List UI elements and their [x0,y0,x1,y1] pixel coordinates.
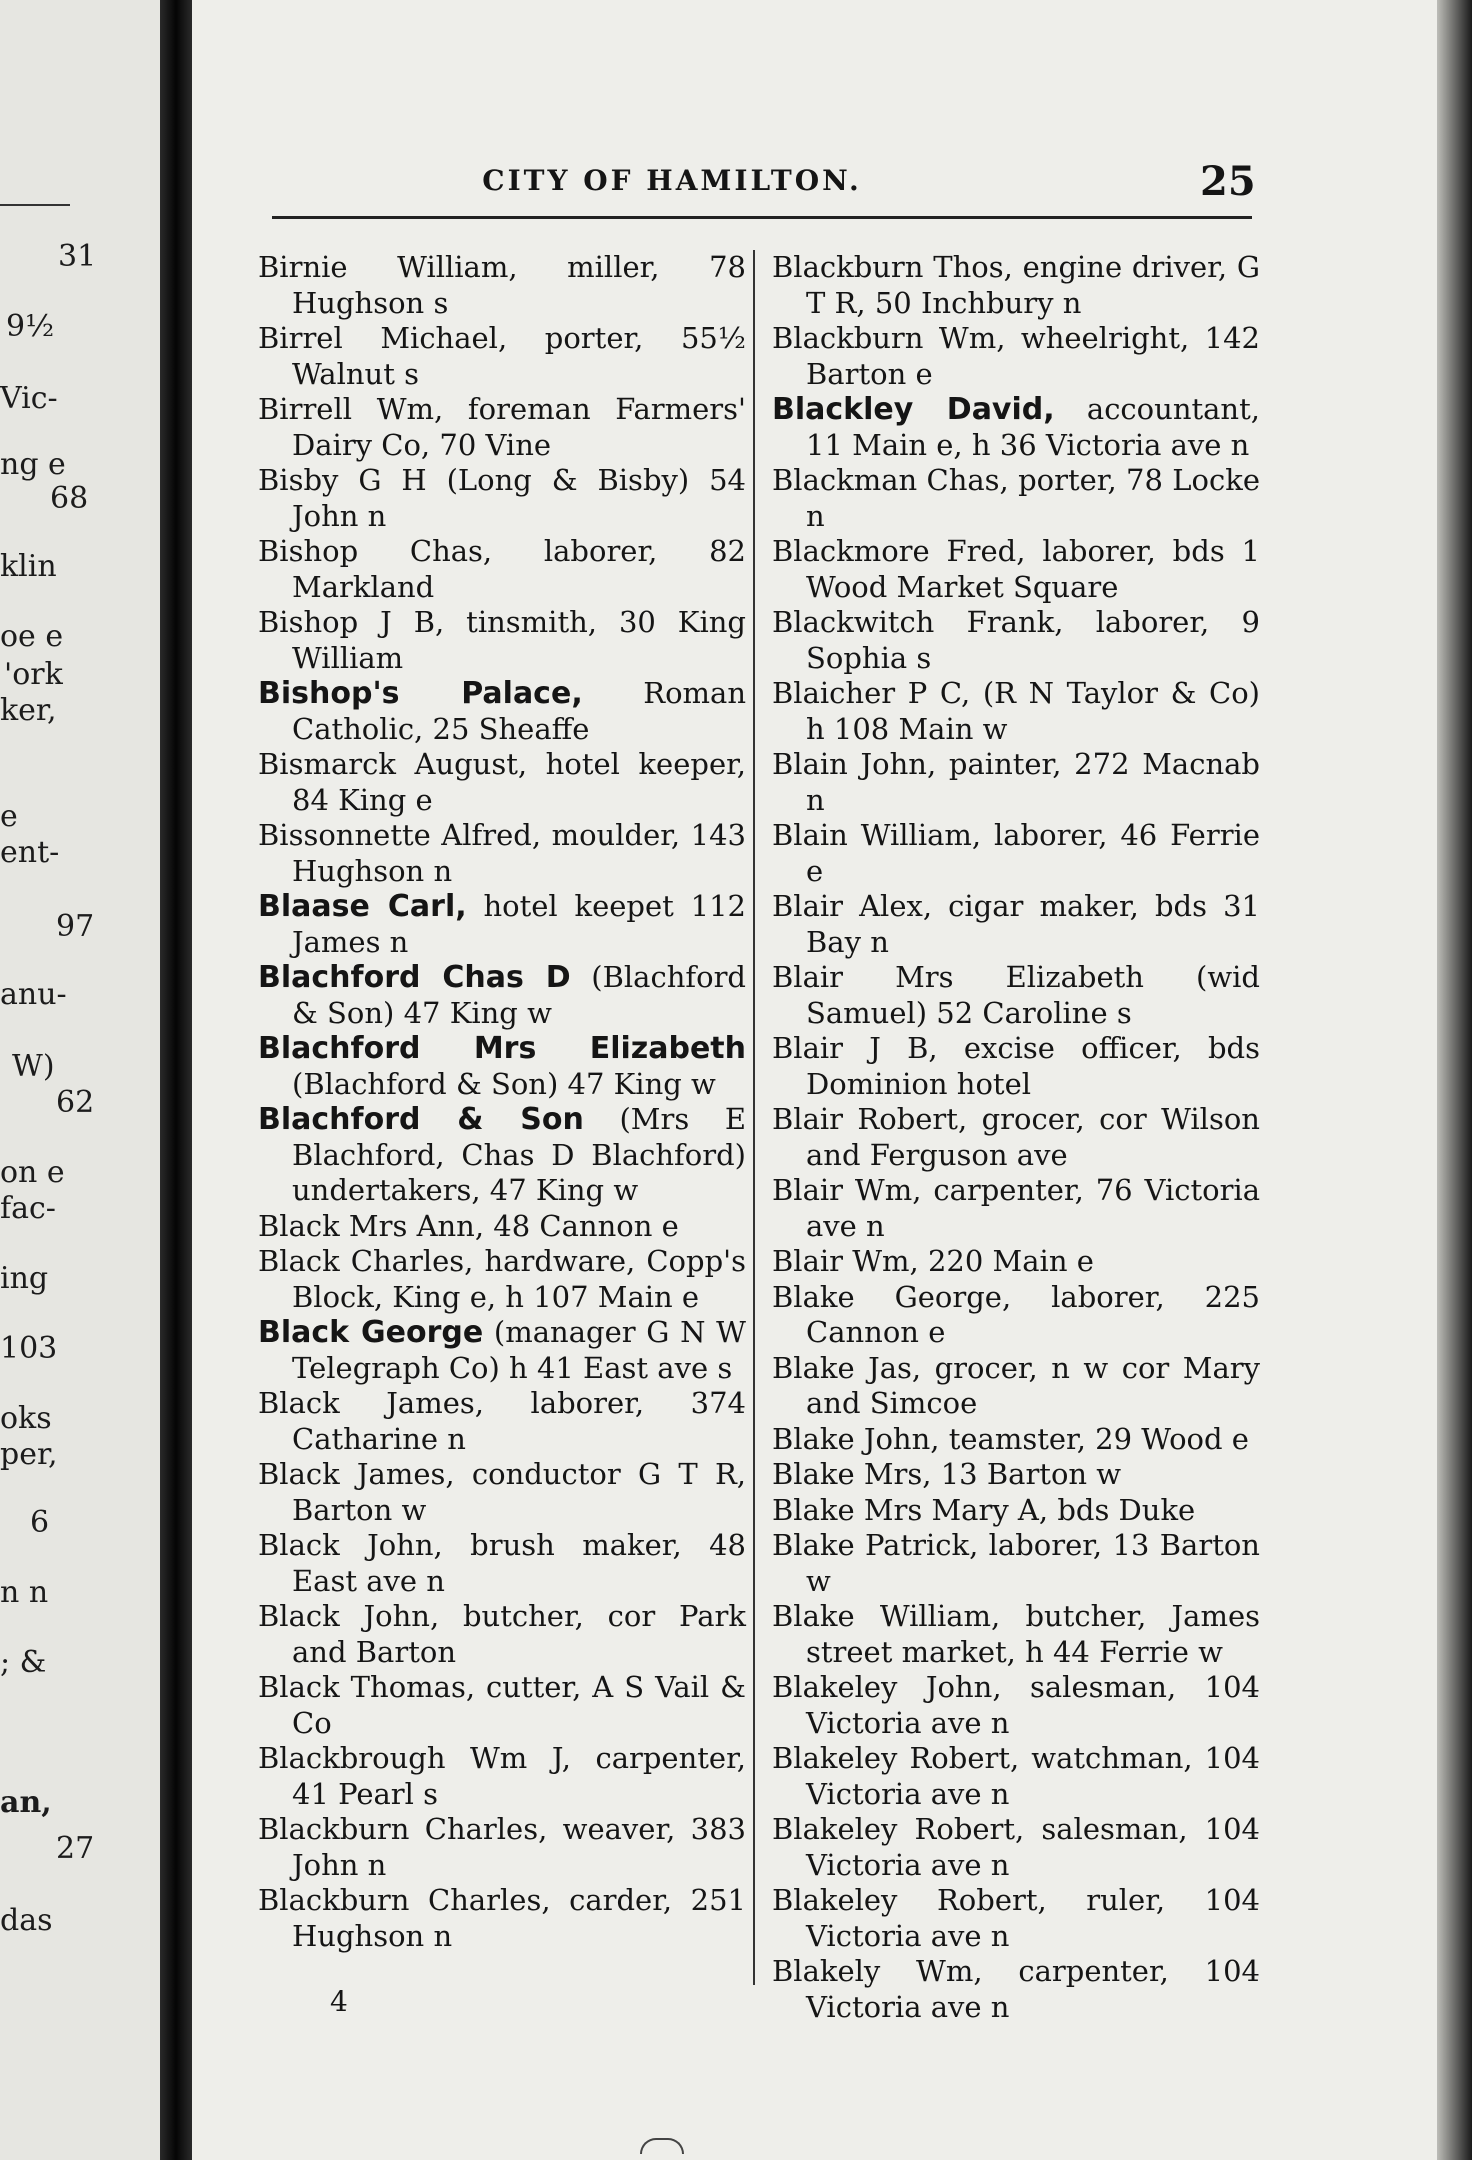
previous-page-fragment: das [0,1903,53,1938]
directory-entry [772,1173,1260,1244]
entry-details: salesman, 104 Victoria ave n [806,1812,1260,1882]
page-bottom-mark [640,2138,684,2154]
directory-entry [772,321,1260,392]
entry-name: Bishop J B, [258,605,445,639]
entry-name: Blackwitch Frank, [772,605,1064,639]
entry-name: Bismarck August, [258,747,528,781]
directory-entry [258,1386,746,1457]
entry-details: laborer, 13 Barton w [806,1528,1260,1598]
entry-name: Bisby G H [258,463,427,497]
previous-page-fragment: 103 [0,1331,58,1366]
directory-entry [258,1244,746,1315]
directory-entry [258,676,746,747]
entry-details: moulder, 143 Hughson n [292,818,746,888]
entry-details: laborer, 374 Catharine n [292,1386,747,1456]
directory-entry [772,1954,1260,2025]
entry-name: Blachford Mrs Elizabeth [258,1031,746,1066]
entry-name: Blake Mrs, [772,1457,932,1491]
entry-details: cutter, A S Vail & Co [292,1670,746,1740]
previous-page-fragment: n n [0,1575,49,1610]
entry-details: (Mrs E Blachford, Chas D Blachford) undertakers, 47 King w [292,1102,747,1207]
entry-details: cigar maker, bds 31 Bay n [806,889,1260,959]
entry-details: brush maker, 48 East ave n [292,1528,746,1598]
entry-details: carder, 251 Hughson n [292,1883,746,1953]
directory-entry [772,392,1260,463]
entry-details: butcher, cor Park and Barton [292,1599,746,1669]
entry-details: laborer, 225 Cannon e [806,1279,1260,1349]
directory-entry [772,1493,1260,1529]
entry-name: Blackburn Wm, [772,321,1006,355]
entry-name: Blair Alex, [772,889,933,923]
book-gutter [160,0,192,2160]
entry-name: Blair Mrs Elizabeth [772,960,1144,994]
header-rule [272,216,1252,219]
previous-page-fragment: oks [0,1401,52,1436]
previous-page-fragment: anu- [0,977,67,1012]
directory-entry [772,1244,1260,1280]
directory-entry [772,1351,1260,1422]
entry-name: Blake Patrick, [772,1528,979,1562]
previous-page-fragment: ent- [0,835,60,870]
entry-name: Blachford & Son [258,1102,584,1137]
entry-name: Blair Wm, [772,1244,919,1278]
directory-entry [258,960,746,1031]
entry-name: Black George [258,1315,484,1350]
entry-name: Blake Mrs Mary A, [772,1492,1049,1527]
directory-entry [772,605,1260,676]
entry-name: Black James, [258,1457,455,1491]
running-head: CITY OF HAMILTON. [482,164,862,197]
previous-page-fragment: klin [0,549,57,584]
entry-details: miller, 78 Hughson s [292,250,747,320]
previous-page-fragment: 31 [58,239,97,274]
entry-details: accountant, 11 Main e, h 36 Victoria ave n [806,392,1260,462]
page-number: 25 [1200,158,1256,205]
entry-details: grocer, n w cor Mary and Simcoe [806,1350,1260,1420]
previous-page-fragment: W) [12,1049,55,1084]
entry-name: Blake George, [772,1279,1012,1314]
entry-details: salesman, 104 Victoria ave n [806,1670,1260,1740]
previous-page-fragment: per, [0,1437,58,1472]
entry-details: 220 Main e [918,1244,1094,1278]
entry-name: Blain John, [772,747,937,781]
directory-entry [258,1209,746,1245]
directory-entry [772,889,1260,960]
entry-name: Bissonnette Alfred, [258,818,542,852]
entry-name: Black John, [258,1528,443,1562]
directory-entry [772,1528,1260,1599]
left-column [258,250,746,1954]
previous-page-fragment: on e [0,1155,65,1190]
directory-entry [772,534,1260,605]
entry-details: watchman, 104 Victoria ave n [806,1741,1260,1811]
entry-name: Blackmore Fred, [772,534,1026,568]
signature-mark: 4 [330,1985,348,2018]
entry-name: Blackburn Charles, [258,1812,548,1846]
entry-details: hardware, Copp's Block, King e, h 107 Main e [292,1244,746,1314]
previous-page-fragment: ker, [0,693,57,728]
directory-entry [772,1599,1260,1670]
previous-page-fragment: ng e [0,447,66,482]
entry-details: engine driver, G T R, 50 Inchbury n [806,250,1260,320]
entry-details: laborer, bds 1 Wood Market Square [806,534,1261,604]
directory-entry [258,534,746,605]
previous-page [0,0,160,2160]
previous-page-fragment: 6 [30,1505,50,1540]
entry-name: Birrel Michael, [258,321,508,355]
entry-name: Black Thomas, [258,1670,476,1704]
entry-details: tinsmith, 30 King William [292,605,746,675]
directory-entry [258,463,746,534]
directory-entry [258,747,746,818]
directory-entry [772,250,1260,321]
entry-details: teamster, 29 Wood e [939,1421,1249,1456]
directory-entry [772,1102,1260,1173]
directory-entry [258,1528,746,1599]
directory-entry [258,818,746,889]
directory-entry [772,1422,1260,1458]
entry-details: 13 Barton w [931,1457,1122,1491]
entry-details: laborer, 9 Sophia s [806,605,1260,675]
entry-details: painter, 272 Macnab n [806,747,1260,817]
previous-page-fragment: 27 [56,1831,95,1866]
directory-entry [258,392,746,463]
entry-name: Blackley David, [772,392,1055,427]
entry-details: carpenter, 76 Victoria ave n [806,1173,1260,1243]
entry-details: bds Duke [1048,1492,1196,1527]
directory-entry [772,1883,1260,1954]
directory-entry [772,1280,1260,1351]
directory-entry [258,1741,746,1812]
directory-entry [772,747,1260,818]
entry-details: Roman Catholic, 25 Sheaffe [292,676,746,746]
entry-name: Blaicher P C, [772,676,971,710]
previous-page-fragment: 'ork [4,657,63,692]
entry-details: excise officer, bds Dominion hotel [806,1031,1260,1101]
entry-details: carpenter, 104 Victoria ave n [806,1954,1260,2024]
previous-page-fragment: an, [0,1785,52,1820]
entry-name: Black Charles, [258,1244,474,1278]
entry-name: Blair J B, [772,1031,938,1065]
entry-name: Blakeley John, [772,1670,1002,1704]
entry-name: Blaase Carl, [258,889,467,924]
entry-name: Black James, [258,1386,484,1420]
entry-details: (wid Samuel) 52 Caroline s [806,960,1261,1030]
directory-entry [258,250,746,321]
previous-page-fragment: ing [0,1261,49,1296]
entry-name: Birnie William, [258,250,518,284]
entry-name: Black John, [258,1599,440,1633]
directory-entry [258,605,746,676]
entry-details: (Long & Bisby) 54 John n [292,463,747,533]
entry-name: Blachford Chas D [258,960,571,995]
entry-name: Bishop's Palace, [258,676,583,711]
entry-details: carpenter, 41 Pearl s [292,1741,746,1811]
entry-name: Blakeley Robert, [772,1812,1025,1846]
previous-page-fragment: Vic- [0,381,58,416]
page-edge [1437,0,1472,2160]
entry-details: laborer, 82 Markland [292,534,746,604]
previous-page-fragment: 9½ [6,309,55,344]
entry-details: (manager G N W Telegraph Co) h 41 East ave s [292,1315,746,1385]
previous-page-fragment: 97 [56,909,95,944]
directory-entry [772,960,1260,1031]
entry-details: ruler, 104 Victoria ave n [806,1883,1260,1953]
entry-name: Blakely Wm, [772,1954,983,1988]
entry-name: Blair Robert, [772,1102,968,1136]
right-column [772,250,1260,2025]
entry-name: Blake Jas, [772,1350,922,1385]
entry-name: Blackbrough Wm J, [258,1741,571,1775]
previous-page-fragment: 62 [56,1085,95,1120]
previous-page-fragment: fac- [0,1191,56,1226]
directory-entry [772,1741,1260,1812]
entry-name: Blair Wm, [772,1173,922,1207]
directory-entry [258,321,746,392]
entry-details: porter, 55½ Walnut s [292,321,746,391]
directory-entry [258,1670,746,1741]
entry-name: Blackburn Thos, [772,250,1013,284]
entry-name: Blake William, [772,1599,1001,1633]
entry-name: Blain William, [772,818,982,852]
directory-entry [772,1670,1260,1741]
entry-details: porter, 78 Locke n [806,463,1260,533]
previous-page-fragment: e [0,799,18,834]
directory-entry [258,1315,746,1386]
entry-name: Black Mrs Ann, [258,1208,485,1243]
entry-details: butcher, James street market, h 44 Ferrie w [806,1599,1260,1669]
entry-name: Blackman Chas, [772,463,1009,497]
previous-page-fragment: 68 [50,481,89,516]
entry-name: Blakeley Robert, [772,1741,1020,1775]
entry-name: Bishop Chas, [258,534,493,568]
entry-details: wheelright, 142 Barton e [806,321,1261,391]
directory-entry [772,1457,1260,1493]
entry-details: (Blachford & Son) 47 King w [292,1066,716,1101]
previous-page-rule [0,204,70,206]
column-divider [753,250,755,1985]
entry-details: foreman Farmers' Dairy Co, 70 Vine [292,392,746,462]
directory-entry [258,889,746,960]
entry-details: (Blachford & Son) 47 King w [292,960,746,1030]
previous-page-fragment: ; & [0,1645,47,1680]
entry-name: Blakeley Robert, [772,1883,1047,1917]
entry-name: Birrell Wm, [258,392,444,426]
entry-details: (R N Taylor & Co) h 108 Main w [806,676,1260,746]
entry-name: Blackburn Charles, [258,1883,551,1917]
entry-details: 48 Cannon e [484,1208,679,1243]
directory-entry [772,463,1260,534]
entry-details: hotel keeper, 84 King e [292,747,746,817]
previous-page-fragment: oe e [0,619,64,654]
entry-details: conductor G T R, Barton w [292,1457,746,1527]
directory-entry [258,1457,746,1528]
entry-details: weaver, 383 John n [292,1812,746,1882]
entry-details: laborer, 46 Ferrie e [806,818,1260,888]
directory-entry [772,818,1260,889]
entry-details: hotel keepet 112 James n [292,889,746,959]
directory-entry [772,1031,1260,1102]
entry-details: grocer, cor Wilson and Ferguson ave [806,1102,1260,1172]
directory-entry [258,1812,746,1883]
directory-entry [258,1031,746,1102]
directory-entry [258,1599,746,1670]
directory-entry [772,1812,1260,1883]
directory-entry [772,676,1260,747]
directory-entry [258,1102,746,1209]
entry-name: Blake John, [772,1421,940,1456]
directory-entry [258,1883,746,1954]
